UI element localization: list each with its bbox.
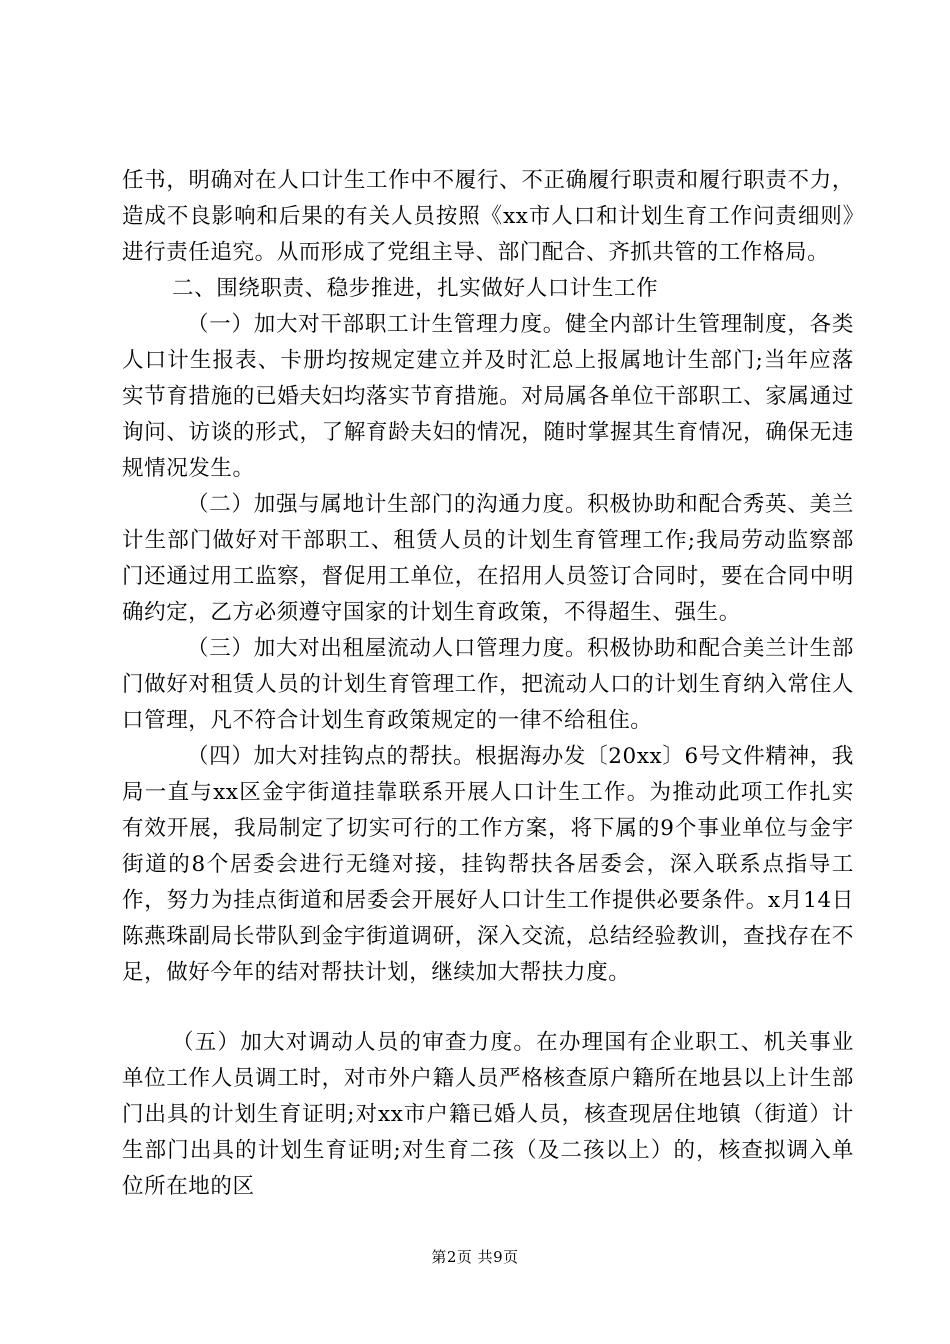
- paragraph-accountability: 任书，明确对在人口计生工作中不履行、不正确履行职责和履行职责不力，造成不良影响和后果的有关人员按照《xx市人口和计划生育工作问责细则》进行责任追究。从而形成了党组主导、部门配合、齐抓共管的工作格局。: [122, 168, 854, 265]
- paragraph-item-4: （四）加大对挂钩点的帮扶。根据海办发〔20xx〕6号文件精神，我局一直与xx区金宇街道挂靠联系开展人口计生工作。为推动此项工作扎实有效开展，我局制定了切实可行的工作方案，将下属的9个事业单位与金宇街道的8个居委会进行无缝对接，挂钩帮扶各居委会，深入联系点指导工作，努力为挂点街道和居委会开展好人口计生工作提供必要条件。x月14日陈燕珠副局长带队到金宇街道调研，深入交流，总结经验教训，查找存在不足，做好今年的结对帮扶计划，继续加大帮扶力度。: [122, 744, 854, 985]
- paragraph-item-3: （三）加大对出租屋流动人口管理力度。积极协助和配合美兰计生部门做好对租赁人员的计划生育管理工作，把流动人口的计划生育纳入常住人口管理，凡不符合计划生育政策规定的一律不给租住。: [122, 636, 854, 733]
- document-body: [122, 163, 854, 1205]
- page-number-footer: 第2页 共9页: [431, 1248, 519, 1266]
- paragraph-item-1: （一）加大对干部职工计生管理力度。健全内部计生管理制度，各类人口计生报表、卡册均按规定建立并及时汇总上报属地计生部门;当年应落实节育措施的已婚夫妇均落实节育措施。对局属各单位干部职工、家属通过询问、访谈的形式，了解育龄夫妇的情况，随时掌握其生育情况，确保无违规情况发生。: [122, 312, 854, 481]
- paragraph-item-5: （五）加大对调动人员的审查力度。在办理国有企业职工、机关事业单位工作人员调工时，对市外户籍人员严格核查原户籍所在地县以上计生部门出具的计划生育证明;对xx市户籍已婚人员，核查现居住地镇（街道）计生部门出具的计划生育证明;对生育二孩（及二孩以上）的，核查拟调入单位所在地的区: [122, 1030, 854, 1199]
- section-heading-2: 二、围绕职责、稳步推进，扎实做好人口计生工作: [172, 276, 659, 301]
- paragraph-item-2: （二）加强与属地计生部门的沟通力度。积极协助和配合秀英、美兰计生部门做好对干部职工、租赁人员的计划生育管理工作;我局劳动监察部门还通过用工监察，督促用工单位，在招用人员签订合同时，要在合同中明确约定，乙方必须遵守国家的计划生育政策，不得超生、强生。: [122, 492, 854, 625]
